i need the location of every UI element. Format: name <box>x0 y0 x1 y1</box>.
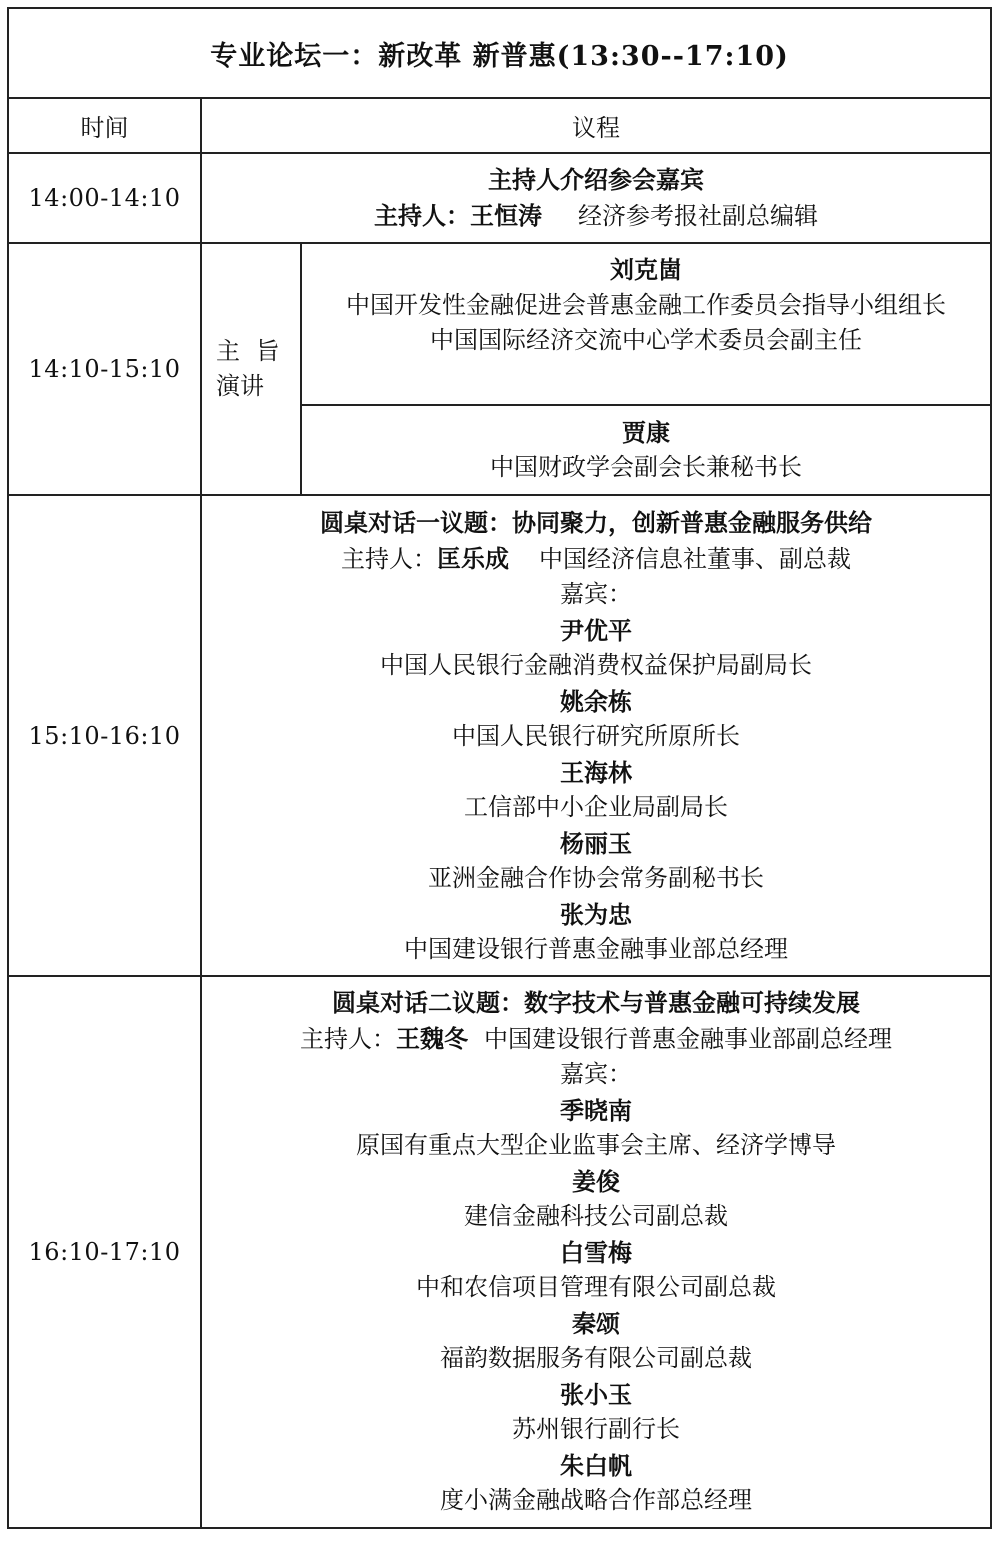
row4-guest-name: 季晓南 <box>560 1095 632 1125</box>
row3-time-text: 15:10-16:10 <box>28 721 181 750</box>
row3-agenda <box>202 496 990 975</box>
row4-guest-name: 秦颂 <box>572 1308 620 1338</box>
header-agenda <box>202 99 990 152</box>
row2-speaker2 <box>302 406 990 494</box>
row1-time-text: 14:00-14:10 <box>28 184 181 212</box>
row3-guest-name: 张为忠 <box>560 899 632 929</box>
row3-host-role: 中国经济信息社董事、副总裁 <box>539 544 851 573</box>
row4-guests-label: 嘉宾： <box>560 1060 632 1088</box>
row4-guest-name: 张小玉 <box>560 1379 632 1409</box>
row4-guest-role: 中和农信项目管理有限公司副总裁 <box>416 1273 776 1301</box>
row3-title: 圆桌对话一议题：协同聚力，创新普惠金融服务供给 <box>320 508 872 537</box>
row4-host <box>300 1021 892 1058</box>
row4-guest-name: 白雪梅 <box>560 1237 632 1267</box>
header-time <box>9 99 200 152</box>
header-agenda-label: 议程 <box>572 114 620 142</box>
row3-guest-role: 亚洲金融合作协会常务副秘书长 <box>428 864 764 892</box>
row4-host-name: 王魏冬 <box>396 1023 468 1053</box>
row1-time <box>9 154 200 242</box>
row2-speaker1-name: 刘克崮 <box>610 255 682 284</box>
row3-guest-name: 王海林 <box>560 757 632 787</box>
row1-host <box>374 198 818 235</box>
row2-speaker2-name: 贾康 <box>622 417 670 447</box>
row1-host-label: 主持人： <box>374 200 470 230</box>
row4-guest-role: 苏州银行副行长 <box>512 1415 680 1443</box>
row4-guest-role: 度小满金融战略合作部总经理 <box>440 1486 752 1514</box>
row4-guest-name: 姜俊 <box>572 1166 620 1196</box>
row3-host-label: 主持人： <box>341 544 437 573</box>
row1-title: 主持人介绍参会嘉宾 <box>488 165 704 194</box>
row4-title: 圆桌对话二议题：数字技术与普惠金融可持续发展 <box>332 988 860 1017</box>
page-title <box>9 9 990 97</box>
row3-guest-role: 中国人民银行研究所原所长 <box>452 722 740 750</box>
row3-host <box>341 541 851 578</box>
row4-guest-name: 朱白帆 <box>560 1450 632 1480</box>
row4-agenda <box>202 977 990 1527</box>
row2-time-text: 14:10-15:10 <box>28 355 181 383</box>
row4-guest-role: 原国有重点大型企业监事会主席、经济学博导 <box>356 1131 836 1159</box>
row3-host-name: 匡乐成 <box>437 543 509 573</box>
row3-time <box>9 496 200 975</box>
row3-guests-label: 嘉宾： <box>560 580 632 608</box>
row2-label-line1: 主 旨 <box>216 336 284 365</box>
row3-guest-role: 中国建设银行普惠金融事业部总经理 <box>404 935 788 963</box>
row2-label <box>202 244 300 494</box>
row2-speaker1-role1: 中国开发性金融促进会普惠金融工作委员会指导小组组长 <box>346 290 946 319</box>
row2-speaker1-role2: 中国国际经济交流中心学术委员会副主任 <box>430 326 862 354</box>
page-title-text: 专业论坛一：新改革 新普惠(13:30--17:10) <box>210 40 789 72</box>
row1-agenda <box>202 154 990 242</box>
row4-host-role: 中国建设银行普惠金融事业部副总经理 <box>484 1024 892 1053</box>
row2-label-line2: 演讲 <box>216 372 264 400</box>
row3-guest-role: 工信部中小企业局副局长 <box>464 793 728 821</box>
row4-time-text: 16:10-17:10 <box>28 1238 181 1266</box>
row2-time <box>9 244 200 494</box>
row3-guest-name: 姚余栋 <box>560 686 632 716</box>
row4-guest-role: 福韵数据服务有限公司副总裁 <box>440 1344 752 1372</box>
row2-speaker2-role: 中国财政学会副会长兼秘书长 <box>490 453 802 481</box>
row1-host-role: 经济参考报社副总编辑 <box>578 201 818 230</box>
row4-guest-role: 建信金融科技公司副总裁 <box>464 1202 728 1230</box>
row4-time <box>9 977 200 1527</box>
row1-host-name: 王恒涛 <box>470 200 542 230</box>
row3-guest-name: 杨丽玉 <box>560 828 632 858</box>
row2-speaker1 <box>302 252 990 402</box>
header-time-label: 时间 <box>80 114 129 142</box>
row3-guest-name: 尹优平 <box>560 615 632 645</box>
row4-host-label: 主持人： <box>300 1024 396 1053</box>
row3-guest-role: 中国人民银行金融消费权益保护局副局长 <box>380 651 812 679</box>
